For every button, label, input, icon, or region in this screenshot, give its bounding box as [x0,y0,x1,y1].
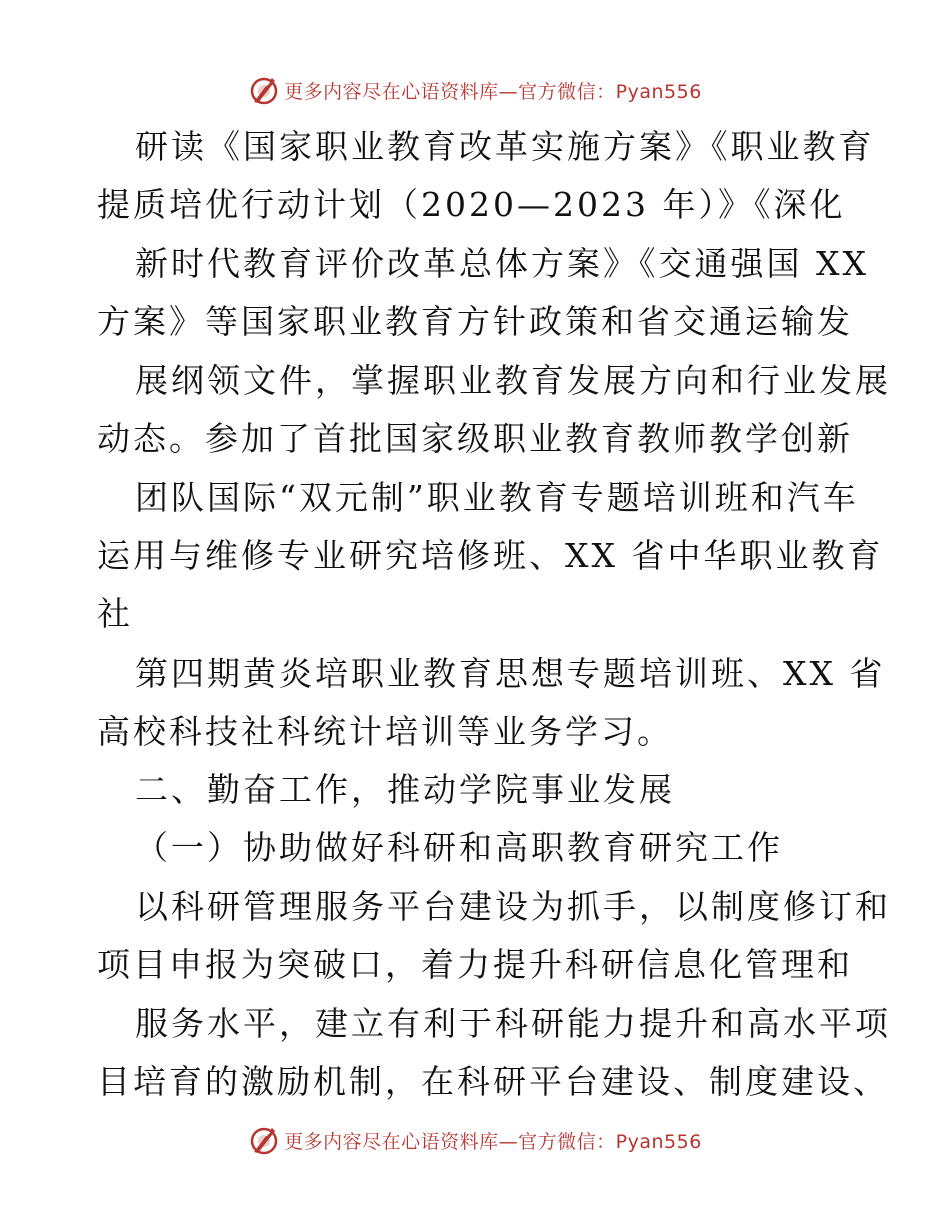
subsection-heading: （一）协助做好科研和高职教育研究工作 [135,828,783,867]
watermark-text: 更多内容尽在心语资料库—官方微信：Pyan556 [284,80,702,103]
body-line: 新时代教育评价改革总体方案》《交通强国 XX [135,244,869,283]
watermark-text: 更多内容尽在心语资料库—官方微信：Pyan556 [284,1130,702,1153]
section-heading: 二、勤奋工作，推动学院事业发展 [135,770,675,809]
footer-watermark [0,1120,950,1160]
body-line: 以科研管理服务平台建设为抓手，以制度修订和 [135,887,891,926]
body-line: 第四期黄炎培职业教育思想专题培训班、XX 省 [135,654,886,693]
body-line: 团队国际“双元制”职业教育专题培训班和汽车 [135,478,859,517]
body-line: 运用与维修专业研究培修班、XX 省中华职业教育 [97,536,884,575]
body-line: 提质培优行动计划（2020—2023 年）》《深化 [97,185,846,224]
body-line: 动态。参加了首批国家级职业教育教师教学创新 [97,419,853,458]
body-line: 研读《国家职业教育改革实施方案》《职业教育 [135,127,875,166]
body-line: 方案》等国家职业教育方针政策和省交通运输发 [97,302,853,341]
body-line: 服务水平，建立有利于科研能力提升和高水平项 [135,1004,891,1043]
body-line: 高校科技社科统计培训等业务学习。 [97,712,673,751]
body-line: 目培育的激励机制，在科研平台建设、制度建设、 [97,1062,889,1101]
body-line: 展纲领文件，掌握职业教育发展方向和行业发展 [135,361,891,400]
quill-circle-logo-icon [248,1124,280,1156]
body-line: 项目申报为突破口，着力提升科研信息化管理和 [97,945,853,984]
body-line: 社 [97,594,133,633]
